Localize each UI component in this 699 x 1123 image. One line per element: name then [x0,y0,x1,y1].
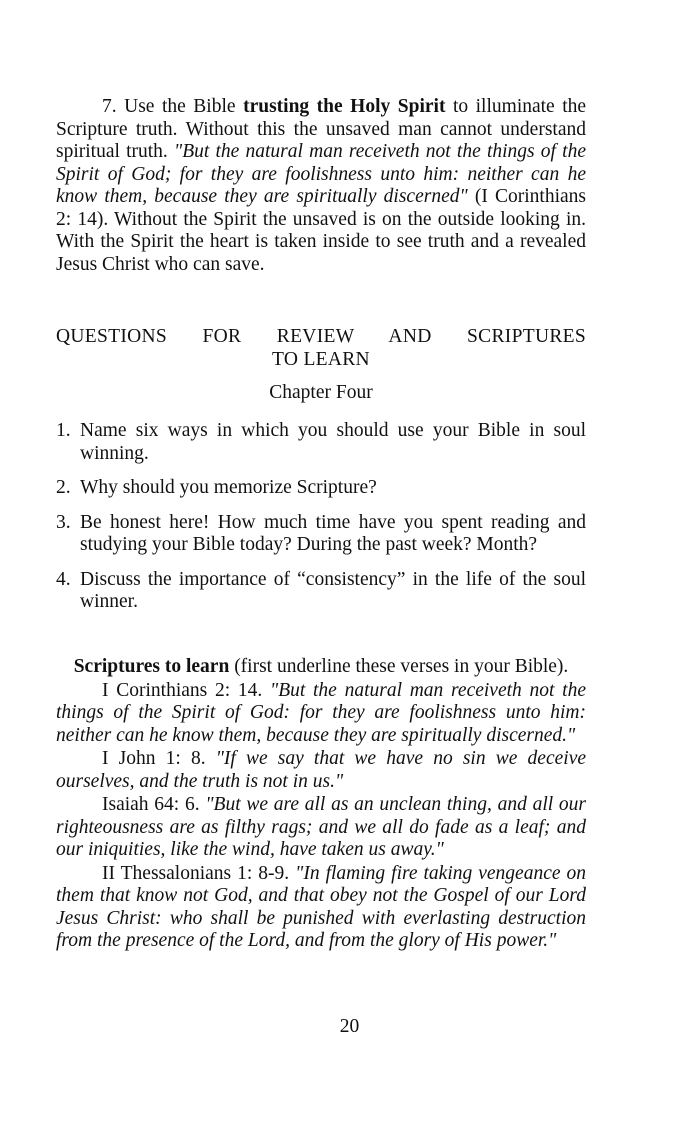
paragraph-7 [56,96,586,276]
verse-item [56,680,586,748]
verse-reference: II Thessalonians 1: 8-9. [102,862,290,884]
question-number: 1. [56,420,71,441]
verse-quote: "But we are all as an unclean thing, and all our righteousness are as filthy rags; and we all do fade as a leaf; and our iniquities, like the wind, have taken us away." [56,794,586,860]
verse-quote: "If we say that we have no sin we deceive ourselves, and the truth is not in us." [56,748,586,792]
bold-phrase: trusting the Holy Spirit [243,96,446,117]
question-text: Name six ways in which you should use your Bible in soul winning. [80,420,586,464]
verse-item [56,748,586,793]
question-text: Why should you memorize Scripture? [80,477,377,498]
section-heading [56,326,586,371]
chapter-label: Chapter Four [269,382,373,403]
verse-quote: "But the natural man receiveth not the things of the Spirit of God: for they are foolishness unto him: neither can he know them, because they are spiritually discerned." [56,679,586,746]
question-number: 3. [56,511,71,533]
verse-quote: "In flaming fire taking vengeance on them that know not God, and that obey not the Gospel of our Lord Jesus Christ: who shall be punished with everlasting destruction from the presence of the Lord, and from the glory of His power." [56,862,587,951]
page-number: 20 [339,1016,360,1037]
verse-item [56,794,586,862]
heading-line-1: QUESTIONS FOR REVIEW AND SCRIPTURES [56,326,586,347]
question-text: Discuss the importance of “consistency” in the life of the soul winner. [80,568,586,612]
paragraph-text-middle: to illuminate the Scripture truth. Without this the unsaved man cannot understand spiritual truth. [56,96,587,162]
scriptures-header [56,656,586,679]
question-item [56,420,586,465]
verse-reference: Isaiah 64: 6. [102,794,200,815]
scriptures-instruction: (first underline these verses in your Bible). [234,656,569,677]
paragraph-text-after: Without the Spirit the unsaved is on the outside looking in. With the Spirit the heart is taken inside to see truth and a revealed Jesus Christ who can save. [56,208,586,275]
verse-item [56,863,586,953]
question-text: Be honest here! How much time have you spent reading and studying your Bible today? During the past week? Month? [80,511,586,555]
questions-list [56,420,586,626]
scriptures-section [56,656,586,953]
paragraph-number: 7. [102,96,117,117]
heading-line-2: TO LEARN [272,348,370,370]
paragraph-text-before: Use the Bible [124,96,236,117]
paragraph-reference: (I Corinthians 2: 14). [56,186,586,230]
question-number: 4. [56,568,71,590]
paragraph-quote: "But the natural man receiveth not the things of the Spirit of God; for they are foolishness unto him: neither can he know them, because they are spiritually discerned" [56,141,586,207]
question-item [56,512,586,557]
verse-reference: I Corinthians 2: 14. [102,679,263,701]
question-number: 2. [56,477,71,498]
scriptures-label: Scriptures to learn [73,656,230,677]
verse-reference: I John 1: 8. [102,748,206,769]
question-item [56,477,586,500]
question-item [56,569,586,614]
